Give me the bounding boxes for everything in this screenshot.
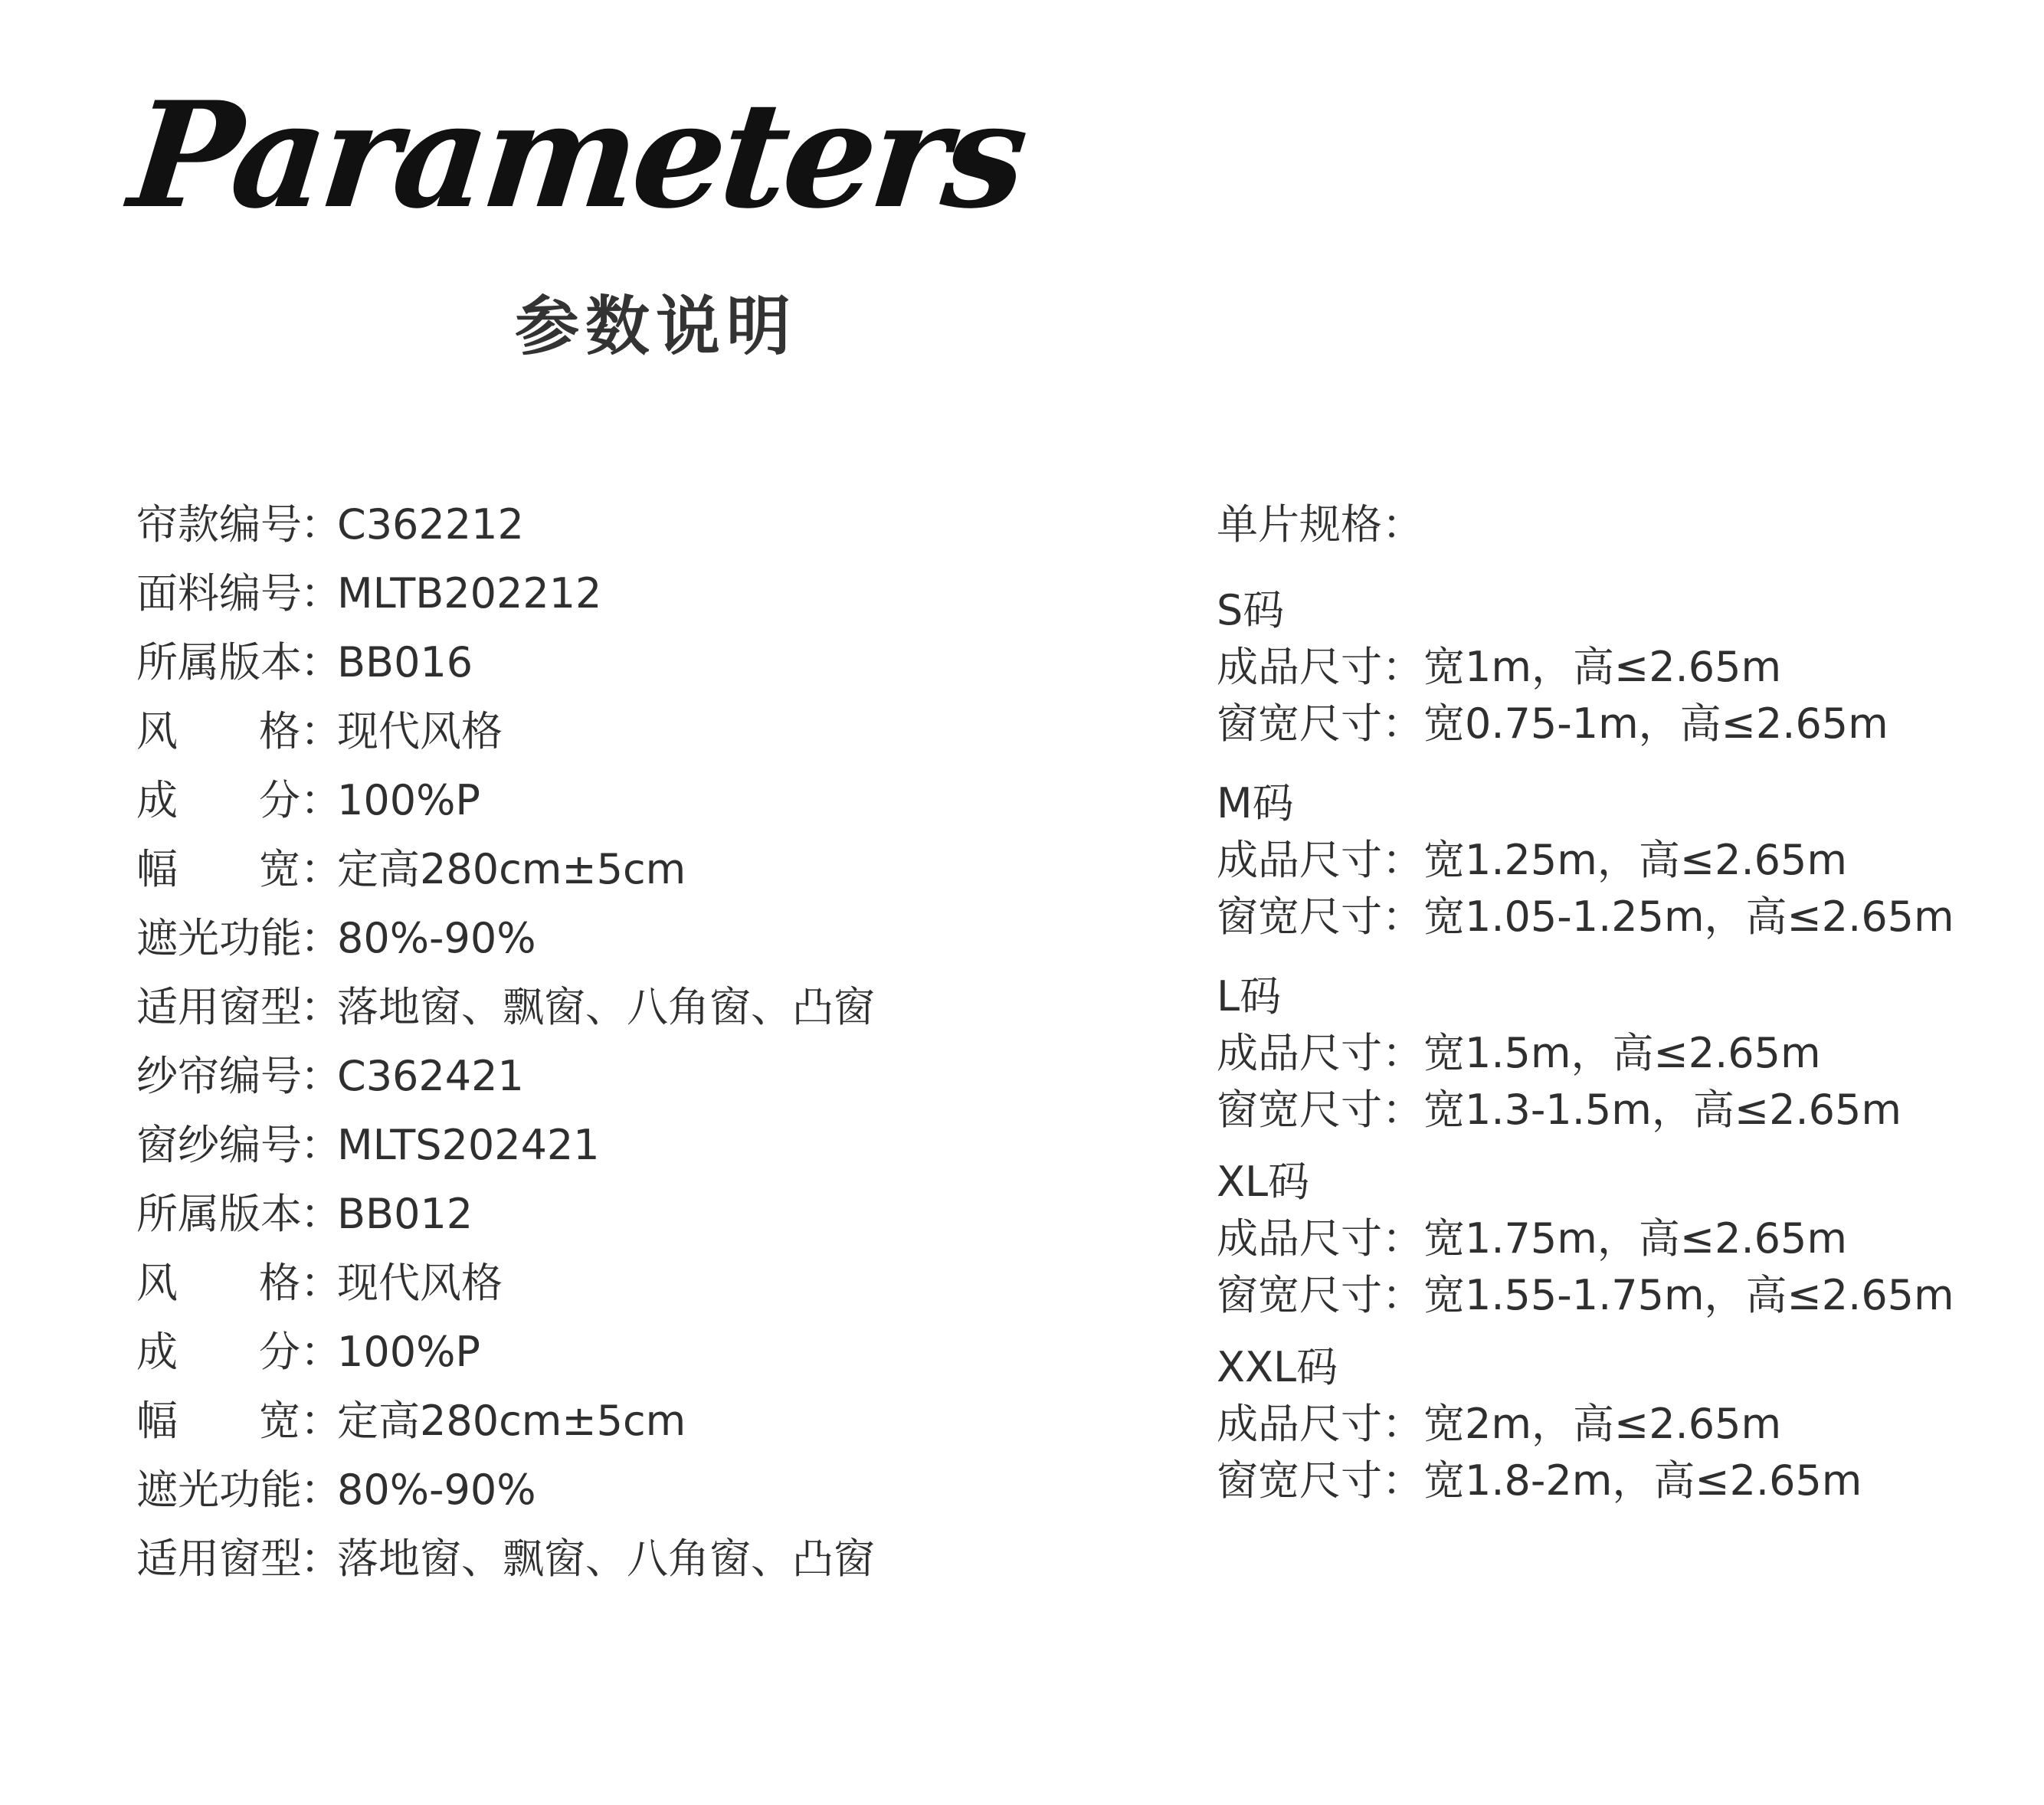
param-label: 风格 — [136, 1259, 300, 1307]
param-colon: ： — [300, 1121, 342, 1169]
param-row-window-types-2 — [136, 1525, 1132, 1594]
param-label: 适用窗型 — [136, 983, 302, 1031]
window-size: 窗宽尺寸：宽1.8-2m，高≤2.65m — [1217, 1456, 1862, 1505]
param-label: 遮光功能 — [136, 1466, 302, 1514]
param-row-style — [136, 697, 1132, 766]
param-value: BB012 — [337, 1190, 473, 1238]
param-row-composition — [136, 766, 1132, 835]
param-value: 100%P — [337, 1328, 480, 1376]
size-block-m — [1217, 775, 2013, 945]
parameters-script-title: Parameters — [123, 70, 1031, 241]
param-row-shading — [136, 904, 1132, 973]
size-block-xl — [1217, 1154, 2013, 1324]
param-value: 80%-90% — [337, 914, 536, 962]
param-row-voile-code — [136, 1111, 1132, 1180]
param-value: 现代风格 — [337, 1259, 503, 1307]
finished-size: 成品尺寸：宽2m，高≤2.65m — [1217, 1400, 1782, 1448]
param-colon: ： — [300, 1466, 342, 1514]
param-row-shading-2 — [136, 1456, 1132, 1525]
parameter-list — [136, 490, 1132, 1594]
param-colon: ： — [300, 1535, 342, 1583]
page-subtitle: 参数说明 — [515, 289, 798, 364]
param-colon: ： — [300, 569, 342, 618]
param-value: 80%-90% — [337, 1466, 536, 1514]
param-label: 成分 — [136, 776, 300, 824]
param-label: 面料编号 — [136, 569, 302, 618]
param-row-version — [136, 628, 1132, 697]
finished-size: 成品尺寸：宽1.25m，高≤2.65m — [1217, 836, 1847, 884]
param-value: 定高280cm±5cm — [337, 1397, 686, 1445]
spec-heading: 单片规格： — [1217, 500, 1423, 549]
param-value: 定高280cm±5cm — [337, 845, 686, 893]
param-value: 现代风格 — [337, 707, 503, 755]
param-label: 适用窗型 — [136, 1535, 302, 1583]
param-colon: ： — [300, 1397, 342, 1445]
param-colon: ： — [300, 983, 342, 1031]
param-colon: ： — [300, 776, 342, 824]
param-value: BB016 — [337, 638, 473, 686]
size-name: L码 — [1217, 972, 1282, 1020]
param-label: 所属版本 — [136, 638, 302, 686]
size-block-s — [1217, 582, 2013, 752]
param-row-sheer-code — [136, 1042, 1132, 1111]
param-label: 风格 — [136, 707, 300, 755]
param-row-composition-2 — [136, 1318, 1132, 1387]
window-size: 窗宽尺寸：宽0.75-1m，高≤2.65m — [1217, 699, 1888, 748]
param-label: 成分 — [136, 1328, 300, 1376]
size-name: S码 — [1217, 586, 1285, 634]
size-block-l — [1217, 968, 2013, 1138]
size-name: XL码 — [1217, 1158, 1310, 1206]
param-colon: ： — [300, 1259, 342, 1307]
window-size: 窗宽尺寸：宽1.55-1.75m，高≤2.65m — [1217, 1271, 1954, 1319]
finished-size: 成品尺寸：宽1m，高≤2.65m — [1217, 643, 1782, 691]
param-colon: ： — [300, 914, 342, 962]
size-spec-column — [1217, 490, 2013, 1509]
param-value: C362421 — [337, 1052, 524, 1100]
param-label: 纱帘编号 — [136, 1052, 302, 1100]
window-size: 窗宽尺寸：宽1.05-1.25m，高≤2.65m — [1217, 893, 1954, 941]
window-size: 窗宽尺寸：宽1.3-1.5m，高≤2.65m — [1217, 1086, 1902, 1134]
param-colon: ： — [300, 1328, 342, 1376]
param-colon: ： — [300, 1190, 342, 1238]
size-name: M码 — [1217, 779, 1294, 827]
param-colon: ： — [300, 638, 342, 686]
size-block-xxl — [1217, 1339, 2013, 1509]
param-value: MLTS202421 — [337, 1121, 600, 1169]
param-label: 遮光功能 — [136, 914, 302, 962]
param-row-width-2 — [136, 1387, 1132, 1456]
param-colon: ： — [300, 1052, 342, 1100]
param-row-curtain-code — [136, 490, 1132, 559]
param-label: 所属版本 — [136, 1190, 302, 1238]
param-row-window-types — [136, 973, 1132, 1042]
finished-size: 成品尺寸：宽1.5m，高≤2.65m — [1217, 1029, 1821, 1077]
param-label: 帘款编号 — [136, 500, 302, 549]
finished-size: 成品尺寸：宽1.75m，高≤2.65m — [1217, 1214, 1847, 1263]
param-row-fabric-code — [136, 559, 1132, 628]
size-name: XXL码 — [1217, 1343, 1338, 1391]
param-row-width — [136, 835, 1132, 904]
param-colon: ： — [300, 845, 342, 893]
param-value: MLTB202212 — [337, 569, 602, 618]
param-colon: ： — [300, 500, 342, 549]
param-value: 落地窗、飘窗、八角窗、凸窗 — [337, 983, 875, 1031]
param-label: 幅宽 — [136, 845, 300, 893]
param-row-version-2 — [136, 1180, 1132, 1249]
param-label: 幅宽 — [136, 1397, 300, 1445]
param-value: C362212 — [337, 500, 524, 549]
param-value: 落地窗、飘窗、八角窗、凸窗 — [337, 1535, 875, 1583]
param-row-style-2 — [136, 1249, 1132, 1318]
param-colon: ： — [300, 707, 342, 755]
param-value: 100%P — [337, 776, 480, 824]
param-label: 窗纱编号 — [136, 1121, 302, 1169]
